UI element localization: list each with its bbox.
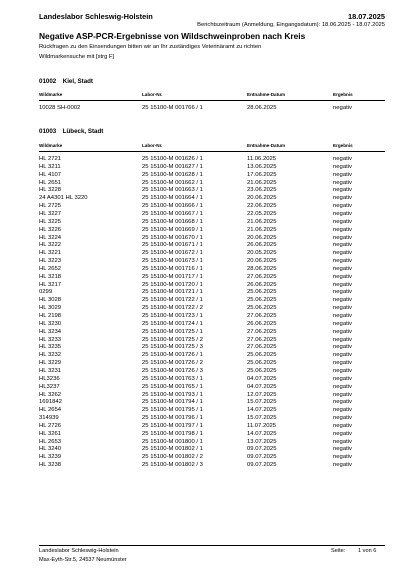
cell-labor-nr: 25 15100-M 001802 / 3: [142, 462, 203, 469]
cell-entnahme-datum: 20.06.2025: [247, 195, 277, 202]
table-row: [0, 422, 410, 430]
cell-labor-nr: 25 15100-M 001795 / 1: [142, 407, 203, 414]
cell-entnahme-datum: 11.07.2025: [247, 422, 277, 429]
cell-ergebnis: negativ: [333, 210, 352, 217]
table-row: [0, 257, 410, 265]
cell-ergebnis: negativ: [333, 320, 352, 327]
cell-entnahme-datum: 25.06.2025: [247, 352, 277, 359]
cell-wildmarke: 24 A4301 HL 3220: [39, 195, 88, 202]
table-row: [0, 445, 410, 453]
cell-wildmarke: HL3237: [39, 383, 60, 390]
table-row: [0, 296, 410, 304]
cell-wildmarke: HL 3224: [39, 234, 62, 241]
cell-entnahme-datum: 14.07.2025: [247, 407, 277, 414]
section-name: Kiel, Stadt: [62, 78, 93, 85]
table-row: [0, 391, 410, 399]
cell-entnahme-datum: 13.06.2025: [247, 163, 277, 170]
cell-labor-nr: 25 15100-M 001800 / 1: [142, 438, 203, 445]
cell-ergebnis: negativ: [333, 336, 352, 343]
cell-labor-nr: 25 15100-M 001626 / 1: [142, 156, 203, 162]
cell-wildmarke: HL 2721: [39, 156, 62, 162]
col-head-ergebnis: Ergebnis: [333, 92, 353, 97]
cell-labor-nr: 25 15100-M 001666 / 1: [142, 203, 203, 210]
cell-ergebnis: negativ: [333, 399, 352, 406]
cell-wildmarke: HL 3211: [39, 163, 61, 170]
table-row: [0, 367, 410, 375]
cell-entnahme-datum: 25.06.2025: [247, 289, 277, 296]
cell-labor-nr: 25 15100-M 001797 / 1: [142, 422, 203, 429]
cell-labor-nr: 25 15100-M 001802 / 1: [142, 446, 203, 453]
cell-entnahme-datum: 09.07.2025: [247, 454, 277, 461]
cell-wildmarke: HL 3231: [39, 367, 62, 374]
cell-ergebnis: negativ: [333, 265, 352, 272]
table-row: [0, 320, 410, 328]
cell-ergebnis: negativ: [333, 234, 352, 241]
table-row: [0, 351, 410, 359]
cell-wildmarke: HL 3225: [39, 218, 62, 225]
cell-entnahme-datum: 27.06.2025: [247, 328, 277, 335]
cell-entnahme-datum: 11.06.2025: [247, 156, 277, 162]
table-row: [0, 430, 410, 438]
table-row: [0, 234, 410, 242]
cell-wildmarke: HL 3261: [39, 430, 62, 437]
cell-entnahme-datum: 27.06.2025: [247, 344, 277, 351]
table-row: [0, 155, 410, 163]
cell-entnahme-datum: 26.06.2025: [247, 320, 277, 327]
cell-labor-nr: 25 15100-M 001720 / 1: [142, 281, 203, 288]
cell-labor-nr: 25 15100-M 001671 / 1: [142, 242, 203, 249]
cell-entnahme-datum: 22.05.2025: [247, 210, 277, 217]
section-code: 01002: [39, 78, 57, 85]
cell-wildmarke: HL3236: [39, 375, 60, 382]
cell-entnahme-datum: 26.06.2025: [247, 281, 277, 288]
cell-wildmarke: HL 3226: [39, 226, 62, 233]
cell-labor-nr: 25 15100-M 001663 / 1: [142, 187, 203, 194]
header-divider: [39, 100, 385, 101]
table-row: [0, 202, 410, 210]
cell-labor-nr: 25 15100-M 001798 / 1: [142, 430, 203, 437]
header-organization: Landeslabor Schleswig-Holstein: [39, 12, 153, 21]
cell-labor-nr: 25 15100-M 001726 / 2: [142, 360, 203, 367]
cell-ergebnis: negativ: [333, 242, 352, 249]
cell-ergebnis: negativ: [333, 438, 352, 445]
table-row: [0, 273, 410, 281]
cell-entnahme-datum: 28.06.2025: [247, 265, 277, 272]
cell-labor-nr: 25 15100-M 001627 / 1: [142, 163, 203, 170]
cell-entnahme-datum: 27.06.2025: [247, 273, 277, 280]
cell-wildmarke: HL 3228: [39, 187, 62, 194]
cell-wildmarke: HL 4107: [39, 171, 62, 178]
table-row: [0, 171, 410, 179]
cell-labor-nr: 25 15100-M 001670 / 1: [142, 234, 203, 241]
cell-entnahme-datum: 21.06.2025: [247, 179, 277, 186]
cell-wildmarke: 10028 SH-0002: [39, 105, 81, 111]
cell-labor-nr: 25 15100-M 001765 / 1: [142, 383, 203, 390]
cell-labor-nr: 25 15100-M 001726 / 3: [142, 367, 203, 374]
cell-entnahme-datum: 25.06.2025: [247, 297, 277, 304]
table-row: [0, 281, 410, 289]
cell-wildmarke: HL 3233: [39, 336, 62, 343]
cell-labor-nr: 25 15100-M 001669 / 1: [142, 226, 203, 233]
cell-ergebnis: negativ: [333, 226, 352, 233]
cell-ergebnis: negativ: [333, 156, 352, 162]
table-row: [0, 383, 410, 391]
cell-wildmarke: HL 2198: [39, 313, 62, 319]
table-row: [0, 375, 410, 383]
section-code: 01003: [39, 128, 57, 135]
cell-entnahme-datum: 15.07.2025: [247, 399, 277, 406]
table-row: [0, 312, 410, 320]
cell-wildmarke: HL 3234: [39, 328, 62, 335]
section-heading-kiel: [39, 78, 93, 85]
cell-ergebnis: negativ: [333, 375, 352, 382]
cell-ergebnis: negativ: [333, 352, 352, 359]
cell-entnahme-datum: 21.06.2025: [247, 218, 277, 225]
cell-wildmarke: HL 3222: [39, 242, 62, 249]
cell-ergebnis: negativ: [333, 305, 352, 312]
cell-ergebnis: negativ: [333, 163, 352, 170]
cell-labor-nr: 25 15100-M 001664 / 1: [142, 195, 203, 202]
table-row: [0, 343, 410, 351]
col-head-wildmarke: Wildmarke: [39, 92, 63, 97]
cell-labor-nr: 25 15100-M 001794 / 1: [142, 399, 203, 406]
cell-wildmarke: HL 2653: [39, 438, 62, 445]
cell-ergebnis: negativ: [333, 258, 352, 265]
cell-wildmarke: HL 3223: [39, 258, 62, 265]
table-row: [0, 398, 410, 406]
col-head-entnahme: Entnahme-Datum: [247, 92, 286, 97]
table-row: [0, 328, 410, 336]
cell-labor-nr: 25 15100-M 001725 / 2: [142, 336, 203, 343]
section-heading-luebeck: [39, 128, 103, 135]
cell-ergebnis: negativ: [333, 281, 352, 288]
cell-wildmarke: HL 3239: [39, 454, 62, 461]
cell-entnahme-datum: 20.06.2025: [247, 234, 277, 241]
table-row: [0, 359, 410, 367]
report-title: Negative ASP-PCR-Ergebnisse von Wildschweinproben nach Kreis: [39, 31, 306, 41]
table-row: [0, 414, 410, 422]
cell-entnahme-datum: 04.07.2025: [247, 383, 277, 390]
cell-labor-nr: 25 15100-M 001716 / 1: [142, 265, 203, 272]
cell-wildmarke: HL 3238: [39, 462, 62, 469]
cell-wildmarke: 1691842: [39, 399, 62, 406]
footer-organization: Landeslabor Schleswig-Holstein: [39, 548, 119, 554]
cell-entnahme-datum: 28.06.2025: [247, 105, 277, 111]
cell-labor-nr: 25 15100-M 001668 / 1: [142, 218, 203, 225]
table-row: [0, 288, 410, 296]
cell-ergebnis: negativ: [333, 105, 352, 111]
cell-ergebnis: negativ: [333, 297, 352, 304]
cell-labor-nr: 25 15100-M 001723 / 1: [142, 313, 203, 319]
cell-entnahme-datum: 15.07.2025: [247, 415, 277, 422]
cell-ergebnis: negativ: [333, 454, 352, 461]
cell-ergebnis: negativ: [333, 430, 352, 437]
cell-ergebnis: negativ: [333, 203, 352, 210]
cell-wildmarke: HL 3232: [39, 352, 62, 359]
cell-wildmarke: HL 3230: [39, 320, 62, 327]
cell-ergebnis: negativ: [333, 383, 352, 390]
cell-labor-nr: 25 15100-M 001722 / 2: [142, 305, 203, 312]
page-label: Seite:: [331, 548, 346, 554]
table-row: [0, 265, 410, 273]
cell-entnahme-datum: 20.05.2025: [247, 250, 277, 257]
cell-ergebnis: negativ: [333, 422, 352, 429]
cell-labor-nr: 25 15100-M 001726 / 1: [142, 352, 203, 359]
cell-labor-nr: 25 15100-M 001721 / 1: [142, 289, 203, 296]
cell-wildmarke: HL 3235: [39, 344, 62, 351]
header-date: 18.07.2025: [348, 12, 385, 21]
table-row: [0, 163, 410, 171]
table-row: [0, 304, 410, 312]
cell-entnahme-datum: 25.06.2025: [247, 360, 277, 367]
cell-wildmarke: HL 3227: [39, 210, 62, 217]
cell-labor-nr: 25 15100-M 001802 / 2: [142, 454, 203, 461]
cell-labor-nr: 25 15100-M 001793 / 1: [142, 391, 203, 398]
header-divider: [39, 151, 385, 152]
col-head-entnahme: Entnahme-Datum: [247, 143, 286, 148]
cell-ergebnis: negativ: [333, 407, 352, 414]
cell-entnahme-datum: 26.06.2025: [247, 242, 277, 249]
cell-labor-nr: 25 15100-M 001725 / 1: [142, 328, 203, 335]
cell-entnahme-datum: 21.06.2025: [247, 226, 277, 233]
cell-ergebnis: negativ: [333, 195, 352, 202]
cell-wildmarke: HL 3217: [39, 281, 62, 288]
cell-labor-nr: 25 15100-M 001722 / 1: [142, 297, 203, 304]
table-row: [0, 461, 410, 469]
table-row: [0, 186, 410, 194]
cell-wildmarke: 314939: [39, 415, 59, 422]
table-row: [0, 226, 410, 234]
inquiry-note: Rückfragen zu den Einsendungen bitten wir an Ihr zuständiges Veterinäramt zu richten: [39, 44, 262, 50]
cell-ergebnis: negativ: [333, 187, 352, 194]
cell-entnahme-datum: 09.07.2025: [247, 462, 277, 469]
cell-entnahme-datum: 09.07.2025: [247, 446, 277, 453]
table-row: [0, 453, 410, 461]
cell-entnahme-datum: 27.06.2025: [247, 313, 277, 319]
footer-address: Max-Eyth-Str.5, 24537 Neumünster: [39, 557, 127, 563]
cell-ergebnis: negativ: [333, 171, 352, 178]
table-row: [0, 210, 410, 218]
cell-wildmarke: HL 3229: [39, 360, 62, 367]
cell-entnahme-datum: 27.06.2025: [247, 336, 277, 343]
col-head-ergebnis: Ergebnis: [333, 143, 353, 148]
cell-labor-nr: 25 15100-M 001717 / 1: [142, 273, 203, 280]
cell-ergebnis: negativ: [333, 218, 352, 225]
cell-wildmarke: HL 2725: [39, 203, 62, 210]
cell-entnahme-datum: 04.07.2025: [247, 375, 277, 382]
cell-ergebnis: negativ: [333, 344, 352, 351]
cell-labor-nr: 25 15100-M 001667 / 1: [142, 210, 203, 217]
cell-entnahme-datum: 17.06.2025: [247, 171, 277, 178]
cell-entnahme-datum: 23.06.2025: [247, 187, 277, 194]
table-row: [0, 241, 410, 249]
table-row: [0, 179, 410, 187]
cell-ergebnis: negativ: [333, 360, 352, 367]
col-head-labor-nr: Labor-Nr.: [142, 92, 163, 97]
cell-labor-nr: 25 15100-M 001766 / 1: [142, 105, 203, 111]
cell-wildmarke: HL 2652: [39, 265, 62, 272]
cell-labor-nr: 25 15100-M 001724 / 1: [142, 320, 203, 327]
cell-wildmarke: HL 3029: [39, 305, 62, 312]
header-report-period: Berichtszeitraum (Anmeldung, Eingangsdatum): 18.06.2025 - 18.07.2025: [197, 22, 385, 28]
cell-entnahme-datum: 12.07.2025: [247, 391, 277, 398]
footer-divider: [39, 545, 385, 546]
cell-wildmarke: HL 3240: [39, 446, 62, 453]
cell-labor-nr: 25 15100-M 001725 / 3: [142, 344, 203, 351]
cell-ergebnis: negativ: [333, 415, 352, 422]
cell-wildmarke: HL 2726: [39, 422, 62, 429]
cell-ergebnis: negativ: [333, 313, 352, 319]
col-head-wildmarke: Wildmarke: [39, 143, 63, 148]
cell-wildmarke: HL 3218: [39, 273, 62, 280]
cell-entnahme-datum: 20.06.2025: [247, 258, 277, 265]
table-row: [0, 249, 410, 257]
cell-labor-nr: 25 15100-M 001796 / 1: [142, 415, 203, 422]
table-row: [0, 104, 410, 112]
cell-entnahme-datum: 13.07.2025: [247, 438, 277, 445]
cell-wildmarke: HL 2651: [39, 179, 62, 186]
cell-labor-nr: 25 15100-M 001673 / 1: [142, 258, 203, 265]
search-hint: Wildmarkensuche mit [strg F]: [39, 54, 115, 60]
cell-entnahme-datum: 25.06.2025: [247, 305, 277, 312]
cell-ergebnis: negativ: [333, 367, 352, 374]
table-row: [0, 438, 410, 446]
cell-wildmarke: HL 2654: [39, 407, 62, 414]
page-number: 1 von 6: [358, 548, 377, 554]
cell-wildmarke: HL 3221: [39, 250, 62, 257]
cell-wildmarke: HL 3028: [39, 297, 62, 304]
cell-wildmarke: HL 3262: [39, 391, 62, 398]
cell-labor-nr: 25 15100-M 001662 / 1: [142, 179, 203, 186]
cell-wildmarke: 0299: [39, 289, 53, 296]
table-row: [0, 218, 410, 226]
cell-ergebnis: negativ: [333, 250, 352, 257]
cell-ergebnis: negativ: [333, 179, 352, 186]
cell-labor-nr: 25 15100-M 001672 / 1: [142, 250, 203, 257]
cell-labor-nr: 25 15100-M 001628 / 1: [142, 171, 203, 178]
cell-entnahme-datum: 22.06.2025: [247, 203, 277, 210]
cell-ergebnis: negativ: [333, 462, 352, 469]
cell-ergebnis: negativ: [333, 328, 352, 335]
col-head-labor-nr: Labor-Nr.: [142, 143, 163, 148]
cell-entnahme-datum: 25.06.2025: [247, 367, 277, 374]
cell-labor-nr: 25 15100-M 001763 / 1: [142, 375, 203, 382]
cell-ergebnis: negativ: [333, 446, 352, 453]
cell-ergebnis: negativ: [333, 391, 352, 398]
table-row: [0, 406, 410, 414]
section-name: Lübeck, Stadt: [62, 128, 104, 135]
cell-entnahme-datum: 14.07.2025: [247, 430, 277, 437]
cell-ergebnis: negativ: [333, 273, 352, 280]
table-row: [0, 336, 410, 344]
table-row: [0, 194, 410, 202]
cell-ergebnis: negativ: [333, 289, 352, 296]
